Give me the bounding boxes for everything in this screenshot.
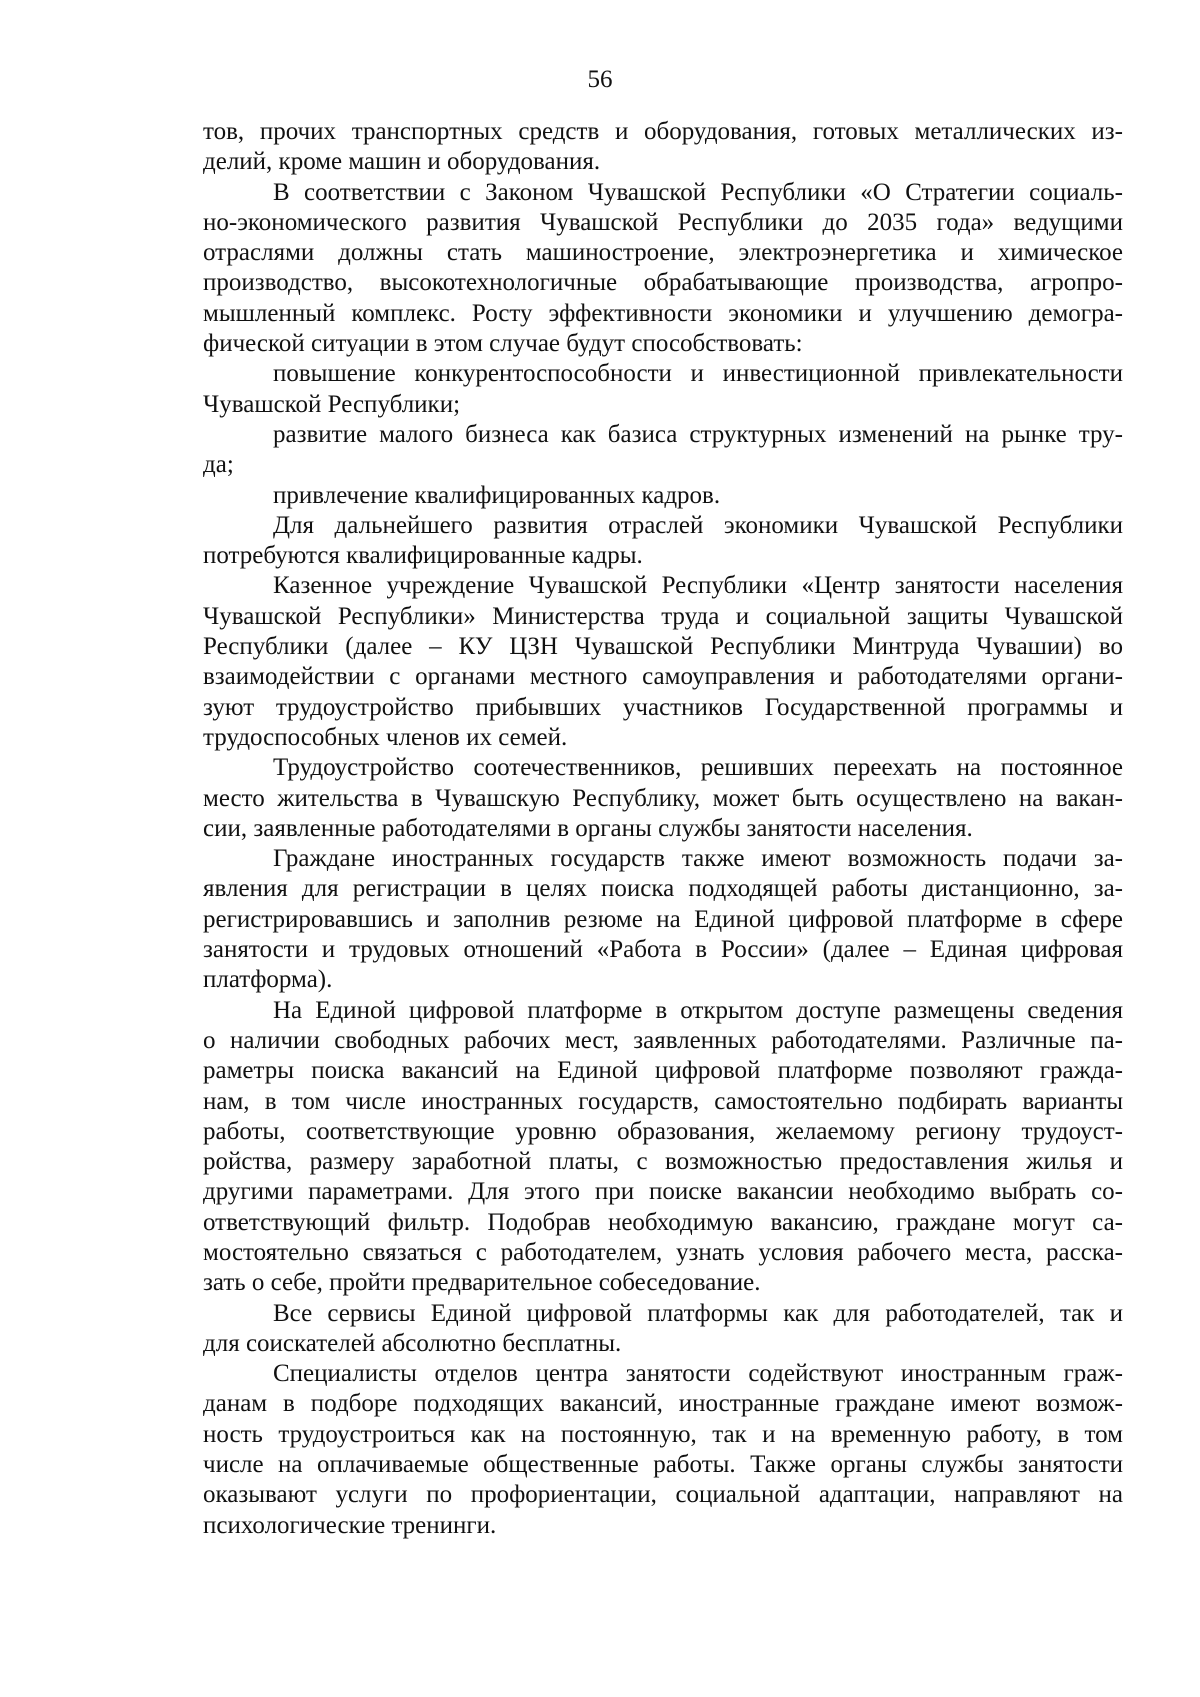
text-line: Казенное учреждение Чувашской Республики «Центр занятости населения — [273, 572, 1123, 600]
text-line: Для дальнейшего развития отраслей экономики Чувашской Республики — [273, 511, 1123, 539]
text-line: но-экономического развития Чувашской Республики до 2035 года» ведущими — [203, 208, 1123, 236]
text-line: о наличии свободных рабочих мест, заявленных работодателями. Различные па- — [203, 1026, 1123, 1054]
text-line: раметры поиска вакансий на Единой цифровой платформе позволяют гражда- — [203, 1057, 1123, 1085]
text-line: ройства, размеру заработной платы, с возможностью предоставления жилья и — [203, 1148, 1123, 1176]
text-line: числе на оплачиваемые общественные работы. Также органы службы занятости — [203, 1451, 1123, 1479]
text-line: трудоспособных членов их семей. — [203, 723, 568, 751]
text-line: место жительства в Чувашскую Республику, может быть осуществлено на вакан- — [203, 784, 1123, 812]
paragraph-p11 — [203, 1359, 1123, 1541]
text-line: мостоятельно связаться с работодателем, узнать условия рабочего места, расска- — [203, 1238, 1123, 1266]
text-line: фической ситуации в этом случае будут способствовать: — [203, 330, 803, 358]
text-line: зуют трудоустройство прибывших участников Государственной программы и — [203, 693, 1123, 721]
text-line: повышение конкурентоспособности и инвестиционной привлекательности — [273, 360, 1123, 388]
text-line: делий, кроме машин и оборудования. — [203, 148, 601, 176]
text-line: Трудоустройство соотечественников, решивших переехать на постоянное — [273, 754, 1123, 782]
text-line: привлечение квалифицированных кадров. — [273, 481, 721, 509]
text-line: регистрировавшись и заполнив резюме на Единой цифровой платформе в сфере — [203, 905, 1123, 933]
paragraph-p7 — [203, 753, 1123, 844]
text-line: Республики (далее – КУ ЦЗН Чувашской Республики Минтруда Чувашии) во — [203, 633, 1123, 661]
paragraph-p6 — [203, 571, 1123, 753]
document-body — [203, 117, 1123, 1541]
text-line: платформа). — [203, 966, 333, 994]
text-line: Чувашской Республики» Министерства труда и социальной защиты Чувашской — [203, 602, 1123, 630]
text-line: развитие малого бизнеса как базиса структурных изменений на рынке тру- — [273, 420, 1123, 448]
paragraph-p5 — [203, 511, 1123, 572]
text-line: взаимодействии с органами местного самоуправления и работодателями органи- — [203, 663, 1123, 691]
page-number: 56 — [587, 66, 613, 93]
text-line: отраслями должны стать машиностроение, электроэнергетика и химическое — [203, 239, 1123, 267]
paragraph-p8 — [203, 844, 1123, 995]
text-line: нам, в том числе иностранных государств, самостоятельно подбирать варианты — [203, 1087, 1123, 1115]
text-line: да; — [203, 451, 234, 479]
text-line: данам в подборе подходящих вакансий, иностранные граждане имеют возмож- — [203, 1390, 1123, 1418]
text-line: мышленный комплекс. Росту эффективности экономики и улучшению демогра- — [203, 299, 1123, 327]
text-line: другими параметрами. Для этого при поиске вакансии необходимо выбрать со- — [203, 1178, 1123, 1206]
paragraph-p0 — [203, 117, 1123, 178]
text-line: зать о себе, пройти предварительное собеседование. — [203, 1269, 761, 1297]
text-line: работы, соответствующие уровню образования, желаемому региону трудоуст- — [203, 1117, 1123, 1145]
text-line: Граждане иностранных государств также имеют возможность подачи за- — [273, 845, 1123, 873]
text-line: тов, прочих транспортных средств и оборудования, готовых металлических из- — [203, 118, 1123, 145]
paragraph-p3 — [203, 420, 1123, 481]
text-line: Чувашской Республики; — [203, 390, 461, 418]
paragraph-p9 — [203, 996, 1123, 1299]
paragraph-p2 — [203, 359, 1123, 420]
text-line: ответствующий фильтр. Подобрав необходимую вакансию, граждане могут са- — [203, 1208, 1123, 1236]
text-line: В соответствии с Законом Чувашской Республики «О Стратегии социаль- — [273, 178, 1123, 206]
text-line: психологические тренинги. — [203, 1511, 497, 1539]
text-line: На Единой цифровой платформе в открытом доступе размещены сведения — [273, 996, 1123, 1024]
text-line: потребуются квалифицированные кадры. — [203, 542, 643, 570]
text-line: ность трудоустроиться как на постоянную, так и на временную работу, в том — [203, 1420, 1123, 1448]
text-line: Все сервисы Единой цифровой платформы как для работодателей, так и — [273, 1299, 1123, 1327]
text-line: сии, заявленные работодателями в органы службы занятости населения. — [203, 814, 973, 842]
paragraph-p10 — [203, 1299, 1123, 1360]
text-line: для соискателей абсолютно бесплатны. — [203, 1329, 622, 1357]
text-line: оказывают услуги по профориентации, социальной адаптации, направляют на — [203, 1481, 1123, 1509]
text-line: Специалисты отделов центра занятости содействуют иностранным граж- — [273, 1360, 1123, 1388]
paragraph-p4 — [203, 481, 1123, 511]
text-line: занятости и трудовых отношений «Работа в России» (далее – Единая цифровая — [203, 936, 1123, 964]
paragraph-p1 — [203, 178, 1123, 360]
text-line: производство, высокотехнологичные обрабатывающие производства, агропро- — [203, 269, 1123, 297]
text-line: явления для регистрации в целях поиска подходящей работы дистанционно, за- — [203, 875, 1123, 903]
